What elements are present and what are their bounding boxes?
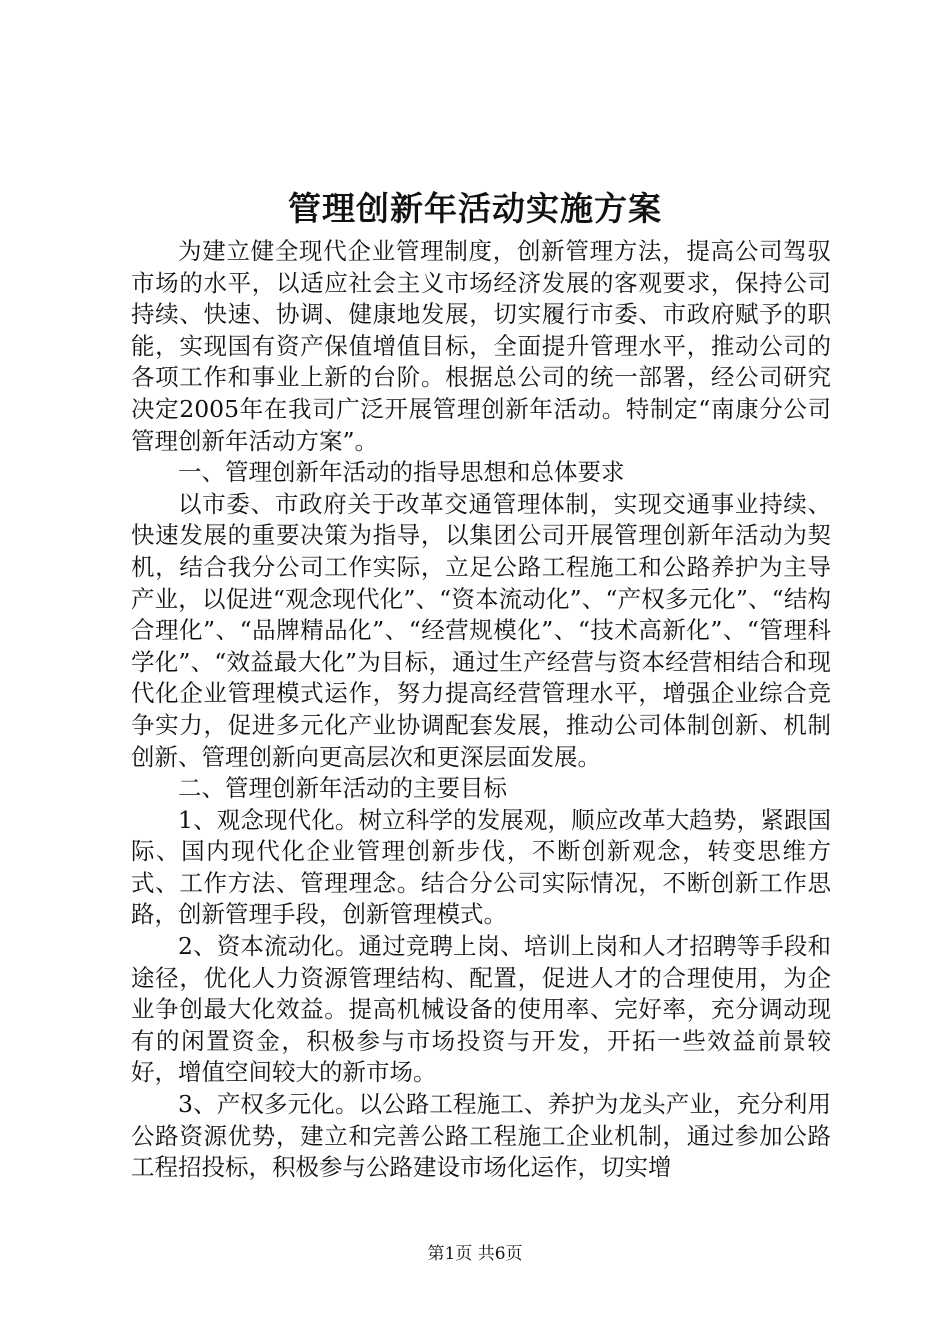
section-heading-1: 一、管理创新年活动的指导思想和总体要求 <box>178 458 625 487</box>
section-heading-2: 二、管理创新年活动的主要目标 <box>178 774 507 803</box>
paragraph-guiding-ideology: 以市委、市政府关于改革交通管理体制，实现交通事业持续、快速发展的重要决策为指导，以集团公司开展管理创新年活动为契机，结合我分公司工作实际，立足公路工程施工和公路养护为主导产业，以促进“观念现代化”、“资本流动化”、“产权多元化”、“结构合理化”、“品牌精品化”、“经营规模化”、“技术高新化”、“管理科学化”、“效益最大化”为目标，通过生产经营与资本经营相结合和现代化企业管理模式运作，努力提高经营管理水平，增强企业综合竞争实力，促进多元化产业协调配套发展，推动公司体制创新、机制创新、管理创新向更高层次和更深层面发展。 <box>131 489 831 771</box>
paragraph-goal-1: 1、观念现代化。树立科学的发展观，顺应改革大趋势，紧跟国际、国内现代化企业管理创新步伐，不断创新观念，转变思维方式、工作方法、管理理念。结合分公司实际情况，不断创新工作思路，创新管理手段，创新管理模式。 <box>131 805 831 929</box>
paragraph-intro: 为建立健全现代企业管理制度，创新管理方法，提高公司驾驭市场的水平，以适应社会主义市场经济发展的客观要求，保持公司持续、快速、协调、健康地发展，切实履行市委、市政府赋予的职能，实现国有资产保值增值目标，全面提升管理水平，推动公司的各项工作和事业上新的台阶。根据总公司的统一部署，经公司研究决定2005年在我司广泛开展管理创新年活动。特制定“南康分公司管理创新年活动方案”。 <box>131 237 831 455</box>
document-title: 管理创新年活动实施方案 <box>288 189 662 228</box>
paragraph-goal-2: 2、资本流动化。通过竞聘上岗、培训上岗和人才招聘等手段和途径，优化人力资源管理结构、配置，促进人才的合理使用，为企业争创最大化效益。提高机械设备的使用率、完好率，充分调动现有的闲置资金，积极参与市场投资与开发，开拓一些效益前景较好，增值空间较大的新市场。 <box>131 932 831 1087</box>
page-footer: 第1页 共6页 <box>427 1244 523 1264</box>
document-body <box>131 236 831 1184</box>
paragraph-goal-3: 3、产权多元化。以公路工程施工、养护为龙头产业，充分利用公路资源优势，建立和完善公路工程施工企业机制，通过参加公路工程招投标，积极参与公路建设市场化运作，切实增 <box>131 1090 831 1182</box>
